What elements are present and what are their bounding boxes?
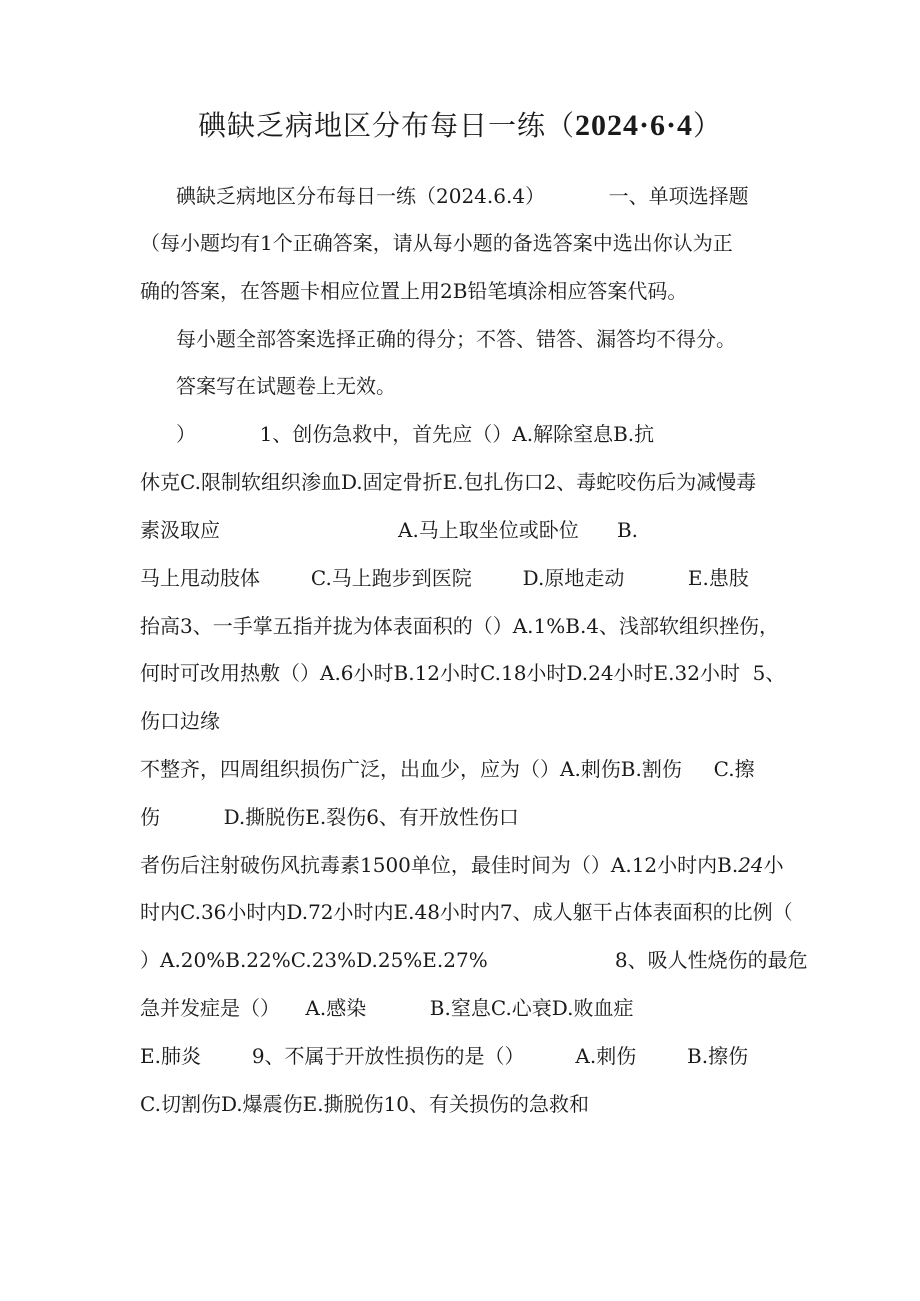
text-line: 马上甩动肢体 C.马上跑步到医院 D.原地走动 E.患肢 bbox=[140, 566, 749, 590]
document-title bbox=[0, 104, 920, 144]
italic-number: 24 bbox=[738, 853, 764, 877]
text-segment: 者伤后注射破伤风抗毒素1500单位，最佳时间为（）A.12小时内B. bbox=[140, 853, 739, 877]
text-line: 确的答案，在答题卡相应位置上用2B铅笔填涂相应答案代码。 bbox=[140, 279, 688, 303]
text-line: 每小题全部答案选择正确的得分；不答、错答、漏答均不得分。 bbox=[176, 327, 736, 351]
title-prefix: 碘缺乏病地区分布每日一练（ bbox=[197, 109, 575, 142]
text-line: 不整齐，四周组织损伤广泛，出血少，应为（）A.刺伤B.割伤 C.擦 bbox=[140, 757, 755, 781]
text-line: 答案写在试题卷上无效。 bbox=[176, 374, 396, 398]
text-line: 伤口边缘 bbox=[140, 709, 220, 733]
text-line: 素汲取应 A.马上取坐位或卧位 B. bbox=[140, 518, 639, 542]
title-year: 2024·6·4 bbox=[574, 109, 693, 142]
text-line: 碘缺乏病地区分布每日一练（2024.6.4） 一、单项选择题 bbox=[176, 184, 749, 208]
text-line: C.切割伤D.爆震伤E.撕脱伤10、有关损伤的急救和 bbox=[140, 1092, 590, 1116]
text-segment: 小 bbox=[763, 853, 784, 877]
text-line: E.肺炎 9、不属于开放性损伤的是（） A.刺伤 B.擦伤 bbox=[140, 1044, 749, 1068]
text-line: 休克C.限制软组织渗血D.固定骨折E.包扎伤口2、毒蛇咬伤后为减慢毒 bbox=[140, 470, 757, 494]
text-line: ） 1、创伤急救中，首先应（）A.解除窒息B.抗 bbox=[176, 422, 655, 446]
text-line: 时内C.36小时内D.72小时内E.48小时内7、成人躯干占体表面积的比例（ bbox=[140, 900, 793, 924]
text-line: 何时可改用热敷（）A.6小时B.12小时C.18小时D.24小时E.32小时 5、 bbox=[140, 661, 786, 685]
text-line: 伤 D.撕脱伤E.裂伤6、有开放性伤口 bbox=[140, 805, 519, 829]
text-line: 急并发症是（） A.感染 B.窒息C.心衰D.败血症 bbox=[140, 996, 634, 1020]
text-line: ）A.20%B.22%C.23%D.25%E.27% 8、吸人性烧伤的最危 bbox=[140, 948, 808, 972]
text-line bbox=[140, 851, 784, 879]
title-suffix: ） bbox=[693, 109, 723, 142]
text-line: （每小题均有1个正确答案，请从每小题的备选答案中选出你认为正 bbox=[140, 231, 733, 255]
text-line: 抬高3、一手掌五指并拢为体表面积的（）A.1%B.4、浅部软组织挫伤， bbox=[140, 614, 780, 638]
